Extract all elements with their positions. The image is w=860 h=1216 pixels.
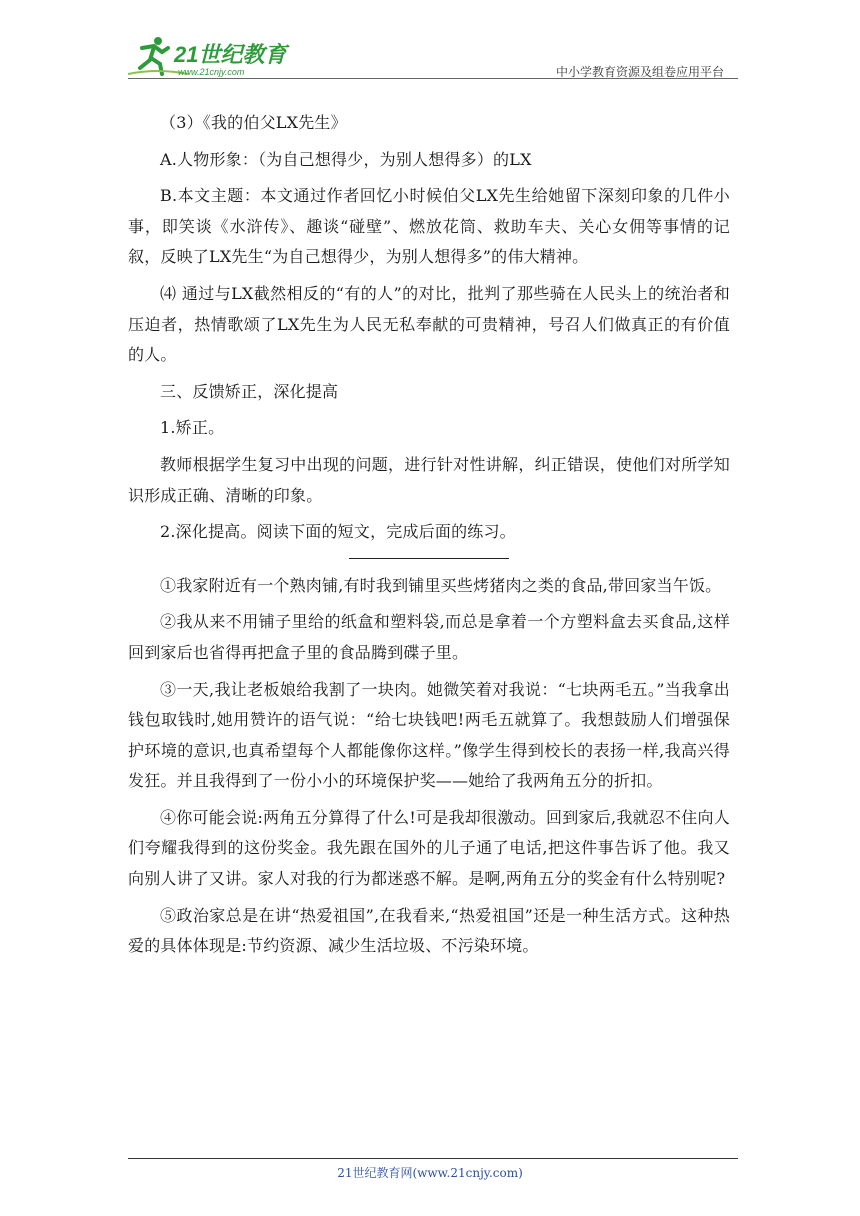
paragraph: 1.矫正。 — [160, 418, 225, 438]
footer-link[interactable]: 21世纪教育网(www.21cnjy.com) — [337, 1166, 523, 1180]
passage-paragraph: ②我从来不用铺子里给的纸盒和塑料袋,而总是拿着一个方塑料盒去买食品,这样回到家后也省得再把盒子里的食品腾到碟子里。 — [128, 612, 730, 662]
page-header — [128, 30, 738, 80]
passage-paragraph: ④你可能会说:两角五分算得了什么!可是我却很激动。回到家后,我就忍不住向人们夸耀我得到的这份奖金。我先跟在国外的儿子通了电话,把这件事告诉了他。我又向别人讲了又讲。家人对我的行为都迷惑不解。是啊,两角五分的奖金有什么特别呢? — [128, 807, 730, 889]
header-divider — [128, 78, 738, 79]
passage-paragraph: ③一天,我让老板娘给我割了一块肉。她微笑着对我说：“七块两毛五。”当我拿出钱包取钱时,她用赞许的语气说：“给七块钱吧!两毛五就算了。我想鼓励人们增强保护环境的意识,也真希望每个人都能像你这样。”像学生得到校长的表扬一样,我高兴得发狂。并且我得到了一份小小的环境保护奖——她给了我两角五分的折扣。 — [128, 679, 730, 791]
site-logo — [128, 34, 298, 78]
paragraph: A.人物形象：（为自己想得少，为别人想得多）的LX — [160, 149, 532, 169]
paragraph: 教师根据学生复习中出现的问题，进行针对性讲解，纠正错误，使他们对所学知识形成正确、清晰的印象。 — [128, 454, 730, 505]
platform-name: 中小学教育资源及组卷应用平台 — [555, 65, 724, 79]
paragraph: 2.深化提高。阅读下面的短文，完成后面的练习。 — [160, 522, 516, 542]
svg-text:21世纪教育: 21世纪教育 — [174, 42, 287, 67]
passage-divider — [349, 558, 509, 559]
paragraph: ⑷ 通过与LX截然相反的“有的人”的对比，批判了那些骑在人民头上的统治者和压迫者，热情歌颂了LX先生为人民无私奉献的可贵精神，号召人们做真正的有价值的人。 — [128, 283, 730, 365]
section-heading: 三、反馈矫正，深化提高 — [160, 381, 339, 401]
passage-paragraph: ⑤政治家总是在讲“热爱祖国”,在我看来,“热爱祖国”还是一种生活方式。这种热爱的具体体现是:节约资源、减少生活垃圾、不污染环境。 — [128, 905, 730, 956]
paragraph: B.本文主题：本文通过作者回忆小时候伯父LX先生给她留下深刻印象的几件小事，即笑谈《水浒传》、趣谈“碰壁”、燃放花筒、救助车夫、关心女佣等事情的记叙，反映了LX先生“为自己想得少，为别人想得多”的伟大精神。 — [128, 186, 730, 267]
svg-text:www.21cnjy.com: www.21cnjy.com — [178, 67, 245, 77]
document-body — [128, 108, 730, 962]
footer-divider — [128, 1158, 738, 1159]
passage-paragraph: ①我家附近有一个熟肉铺,有时我到铺里买些烤猪肉之类的食品,带回家当午饭。 — [160, 575, 722, 595]
paragraph: （3）《我的伯父LX先生》 — [160, 113, 347, 132]
